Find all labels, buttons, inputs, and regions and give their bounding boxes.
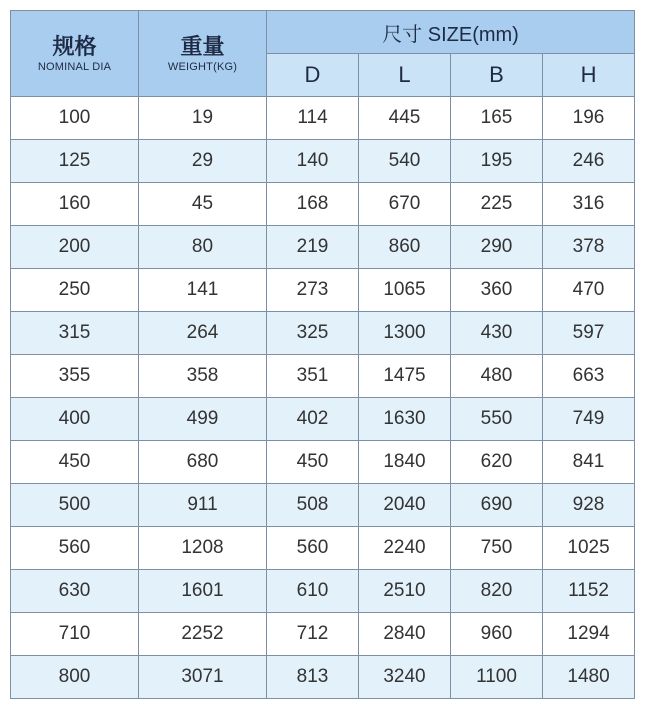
d-cell: 140 <box>267 140 359 183</box>
l-cell: 2040 <box>359 484 451 527</box>
l-cell: 540 <box>359 140 451 183</box>
nominal-dia-cell: 710 <box>11 613 139 656</box>
l-cell: 3240 <box>359 656 451 699</box>
table-row <box>11 613 635 656</box>
d-cell: 560 <box>267 527 359 570</box>
d-cell: 351 <box>267 355 359 398</box>
col-header-h: H <box>543 54 635 97</box>
table-row <box>11 183 635 226</box>
h-cell: 1152 <box>543 570 635 613</box>
d-cell: 813 <box>267 656 359 699</box>
l-cell: 1630 <box>359 398 451 441</box>
b-cell: 750 <box>451 527 543 570</box>
d-cell: 114 <box>267 97 359 140</box>
weight-cell: 2252 <box>139 613 267 656</box>
l-cell: 445 <box>359 97 451 140</box>
weight-cell: 80 <box>139 226 267 269</box>
nominal-dia-cell: 250 <box>11 269 139 312</box>
nominal-dia-cell: 400 <box>11 398 139 441</box>
table-row <box>11 97 635 140</box>
h-cell: 378 <box>543 226 635 269</box>
l-cell: 1300 <box>359 312 451 355</box>
weight-cell: 19 <box>139 97 267 140</box>
d-cell: 325 <box>267 312 359 355</box>
d-cell: 168 <box>267 183 359 226</box>
nominal-dia-cell: 200 <box>11 226 139 269</box>
l-cell: 860 <box>359 226 451 269</box>
l-cell: 2510 <box>359 570 451 613</box>
b-cell: 480 <box>451 355 543 398</box>
l-cell: 1475 <box>359 355 451 398</box>
weight-cell: 499 <box>139 398 267 441</box>
h-cell: 196 <box>543 97 635 140</box>
l-cell: 2240 <box>359 527 451 570</box>
b-cell: 550 <box>451 398 543 441</box>
weight-cn-label: 重量 <box>180 33 225 59</box>
h-cell: 470 <box>543 269 635 312</box>
d-cell: 219 <box>267 226 359 269</box>
table-row <box>11 484 635 527</box>
col-header-l: L <box>359 54 451 97</box>
weight-cell: 45 <box>139 183 267 226</box>
b-cell: 690 <box>451 484 543 527</box>
weight-cell: 29 <box>139 140 267 183</box>
h-cell: 1480 <box>543 656 635 699</box>
table-row <box>11 269 635 312</box>
d-cell: 450 <box>267 441 359 484</box>
weight-cell: 1601 <box>139 570 267 613</box>
b-cell: 960 <box>451 613 543 656</box>
h-cell: 841 <box>543 441 635 484</box>
d-cell: 273 <box>267 269 359 312</box>
b-cell: 820 <box>451 570 543 613</box>
b-cell: 360 <box>451 269 543 312</box>
l-cell: 1840 <box>359 441 451 484</box>
weight-cell: 1208 <box>139 527 267 570</box>
weight-cell: 680 <box>139 441 267 484</box>
b-cell: 290 <box>451 226 543 269</box>
d-cell: 402 <box>267 398 359 441</box>
nominal-dia-cell: 500 <box>11 484 139 527</box>
nominal-dia-en-label: NOMINAL DIA <box>37 60 112 73</box>
col-header-b: B <box>451 54 543 97</box>
nominal-dia-cell: 355 <box>11 355 139 398</box>
h-cell: 749 <box>543 398 635 441</box>
nominal-dia-cell: 100 <box>11 97 139 140</box>
table-row <box>11 140 635 183</box>
table-header <box>11 11 635 97</box>
h-cell: 928 <box>543 484 635 527</box>
table-row <box>11 441 635 484</box>
table-row <box>11 226 635 269</box>
nominal-dia-header <box>11 11 139 97</box>
h-cell: 663 <box>543 355 635 398</box>
h-cell: 597 <box>543 312 635 355</box>
h-cell: 316 <box>543 183 635 226</box>
weight-header <box>139 11 267 97</box>
h-cell: 1294 <box>543 613 635 656</box>
weight-cell: 141 <box>139 269 267 312</box>
b-cell: 1100 <box>451 656 543 699</box>
table-row <box>11 527 635 570</box>
l-cell: 1065 <box>359 269 451 312</box>
size-group-header: 尺寸 SIZE(mm) <box>267 11 635 54</box>
nominal-dia-cell: 560 <box>11 527 139 570</box>
table-row <box>11 398 635 441</box>
nominal-dia-cell: 315 <box>11 312 139 355</box>
nominal-dia-cell: 450 <box>11 441 139 484</box>
b-cell: 165 <box>451 97 543 140</box>
l-cell: 670 <box>359 183 451 226</box>
weight-cell: 3071 <box>139 656 267 699</box>
nominal-dia-cell: 800 <box>11 656 139 699</box>
d-cell: 508 <box>267 484 359 527</box>
table-row <box>11 570 635 613</box>
nominal-dia-cell: 125 <box>11 140 139 183</box>
d-cell: 610 <box>267 570 359 613</box>
nominal-dia-cn-label: 规格 <box>52 33 97 59</box>
weight-en-label: WEIGHT(KG) <box>167 60 238 73</box>
table-row <box>11 312 635 355</box>
d-cell: 712 <box>267 613 359 656</box>
table-row <box>11 656 635 699</box>
dimension-table <box>10 10 635 699</box>
b-cell: 225 <box>451 183 543 226</box>
table-body <box>11 97 635 699</box>
h-cell: 246 <box>543 140 635 183</box>
table-row <box>11 355 635 398</box>
nominal-dia-cell: 160 <box>11 183 139 226</box>
weight-cell: 358 <box>139 355 267 398</box>
weight-cell: 264 <box>139 312 267 355</box>
b-cell: 195 <box>451 140 543 183</box>
l-cell: 2840 <box>359 613 451 656</box>
b-cell: 620 <box>451 441 543 484</box>
h-cell: 1025 <box>543 527 635 570</box>
b-cell: 430 <box>451 312 543 355</box>
weight-cell: 911 <box>139 484 267 527</box>
col-header-d: D <box>267 54 359 97</box>
nominal-dia-cell: 630 <box>11 570 139 613</box>
